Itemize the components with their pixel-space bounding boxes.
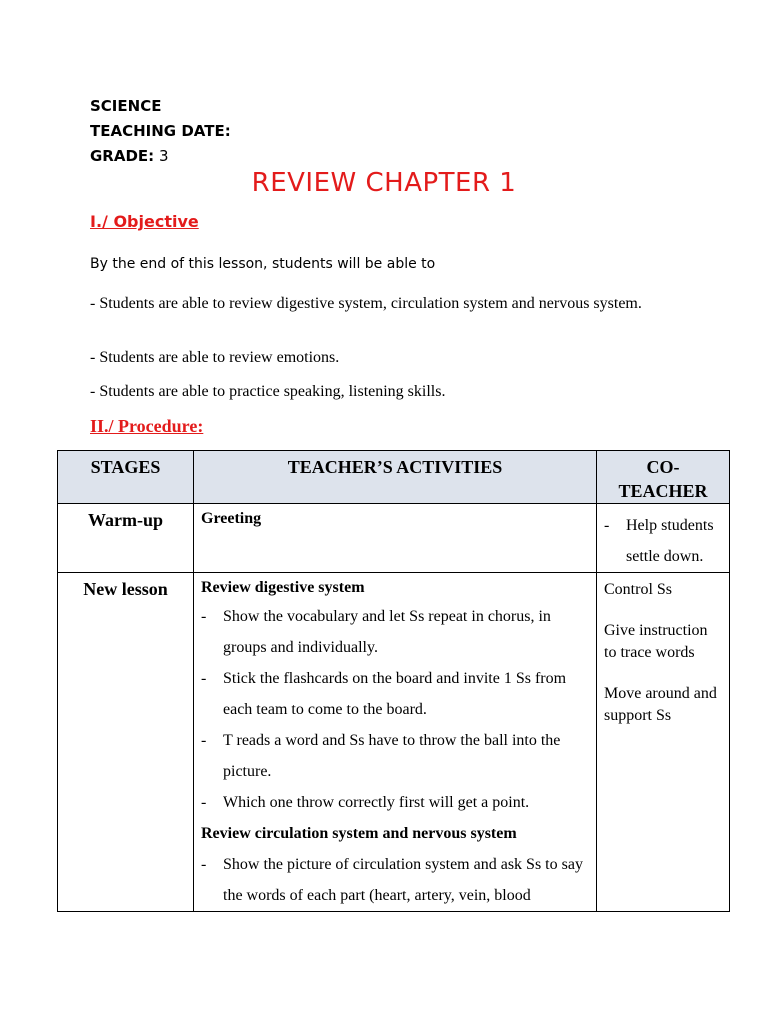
activities-cell [194, 504, 597, 573]
grade-label: GRADE: [90, 147, 155, 165]
activity-item: - Show the picture of circulation system and ask Ss to say the words of each part (heart, artery, vein, blood [201, 849, 590, 911]
co-teacher-item: Control Ss [604, 581, 673, 598]
activity-item: - Stick the flashcards on the board and invite 1 Ss from each team to come to the board. [201, 663, 590, 725]
grade-value: 3 [154, 147, 169, 165]
stage-cell: New lesson [58, 573, 194, 912]
objective-heading: I./ Objective [90, 212, 199, 231]
teaching-date-label: TEACHING DATE: [90, 122, 231, 140]
activity-item: - T reads a word and Ss have to throw the ball into the picture. [201, 725, 590, 787]
objective-intro: By the end of this lesson, students will be able to [90, 256, 436, 272]
co-teacher-item: - Help students settle down. [604, 510, 723, 572]
objective-item: - Students are able to review emotions. [90, 349, 340, 366]
activities-cell [194, 573, 597, 912]
col-header-stages: STAGES [58, 451, 194, 504]
stage-cell: Warm-up [58, 504, 194, 573]
activity-item: - Show the vocabulary and let Ss repeat in chorus, in groups and individually. [201, 601, 590, 663]
objective-item: - Students are able to practice speaking, listening skills. [90, 383, 446, 400]
grade-line [90, 144, 168, 169]
procedure-heading: II./ Procedure: [90, 416, 204, 436]
table-row [58, 504, 730, 573]
activity-title: Greeting [201, 510, 262, 527]
activity-title: Review circulation system and nervous system [201, 825, 517, 842]
activity-title: Review digestive system [201, 579, 365, 596]
co-teacher-item: Move around and support Ss [604, 685, 717, 724]
page-title: REVIEW CHAPTER 1 [251, 168, 517, 198]
objective-item: - Students are able to review digestive system, circulation system and nervous system. [90, 295, 642, 312]
col-header-activities: TEACHER’S ACTIVITIES [194, 451, 597, 504]
co-teacher-item: Give instruction to trace words [604, 622, 708, 661]
activity-item: - Which one throw correctly first will get a point. [201, 787, 590, 818]
subject-label: SCIENCE [90, 97, 162, 115]
col-header-co-teacher: CO-TEACHER [597, 451, 730, 504]
table-row [58, 573, 730, 912]
table-header-row [58, 451, 730, 504]
procedure-table [57, 450, 730, 912]
co-teacher-cell [597, 573, 730, 912]
co-teacher-cell [597, 504, 730, 573]
